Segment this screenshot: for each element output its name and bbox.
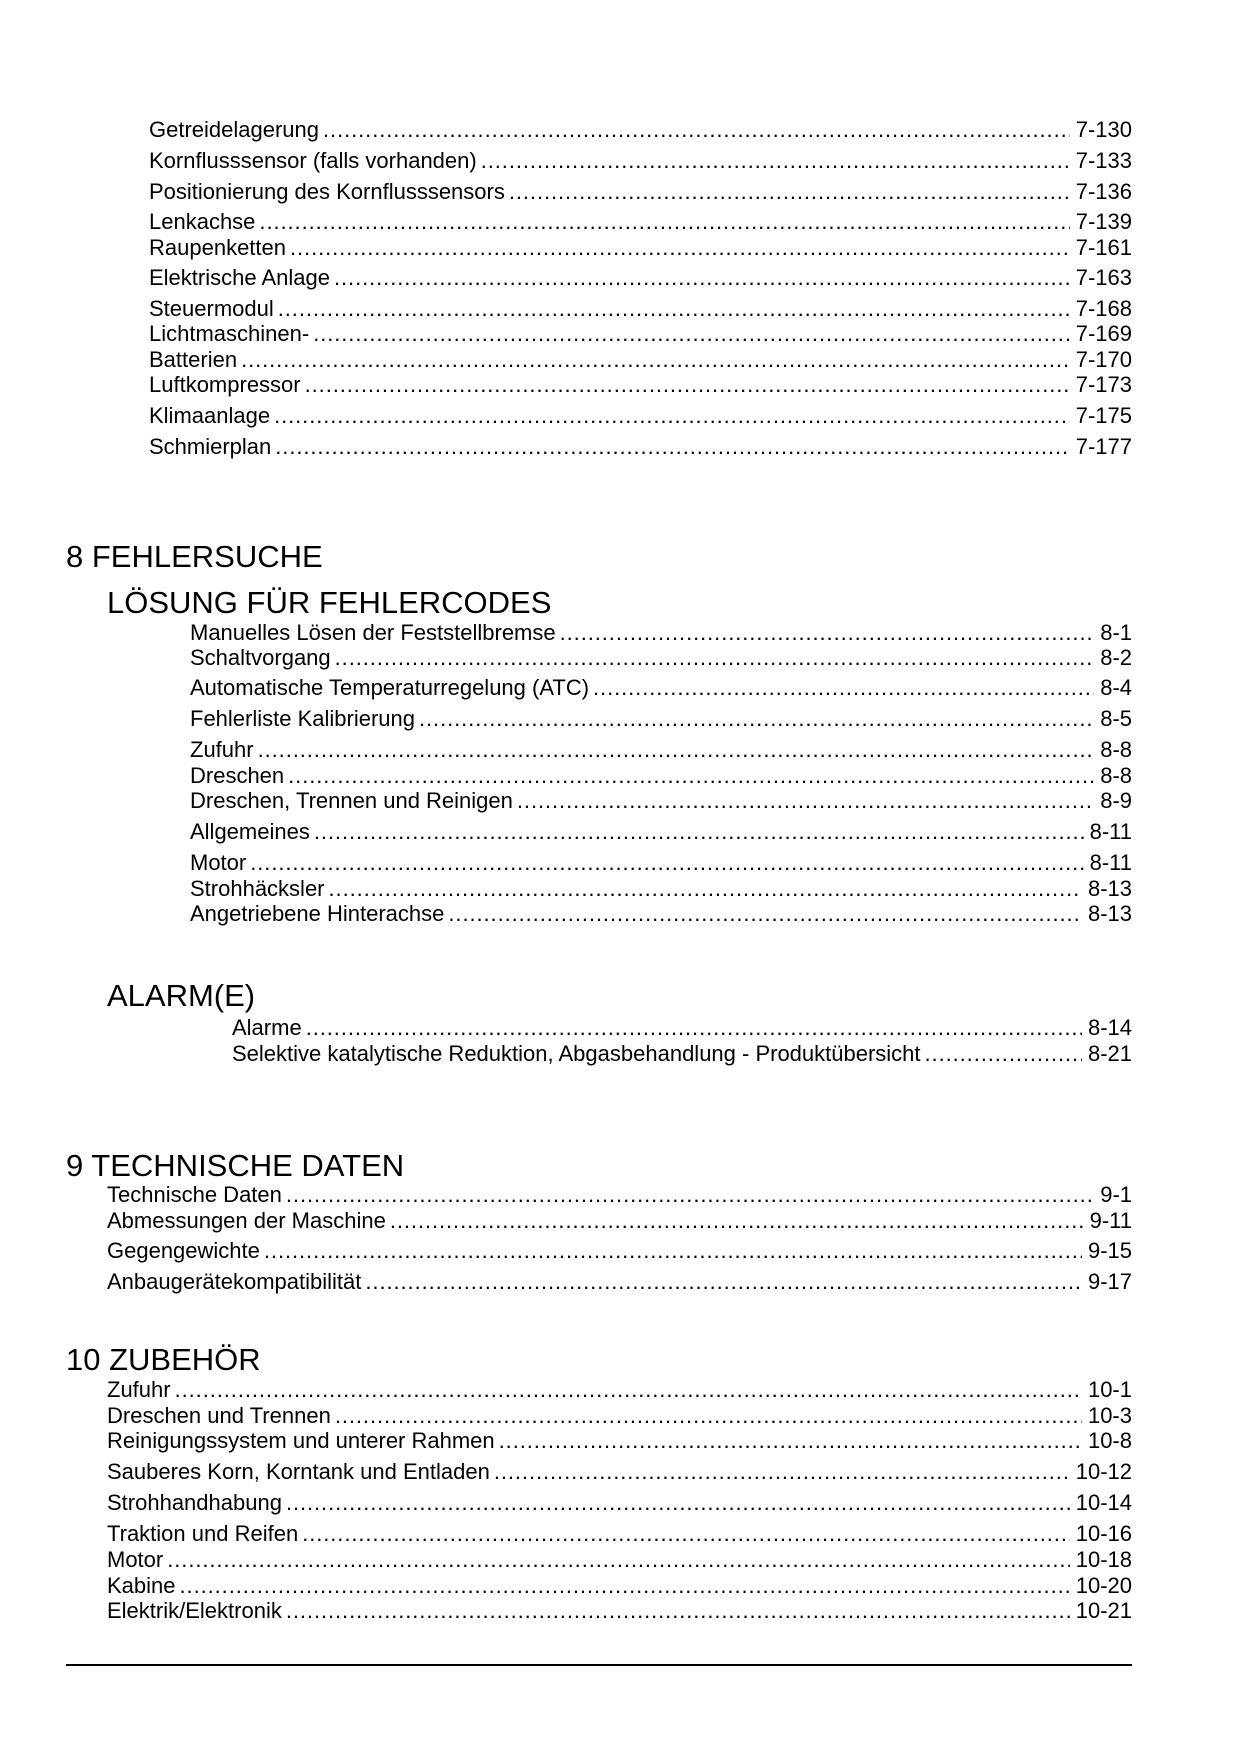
dot-leader <box>241 347 1070 373</box>
toc-entry[interactable] <box>149 434 1132 460</box>
toc-entry-page: 8-14 <box>1087 1015 1132 1040</box>
toc-entry[interactable] <box>149 321 1132 347</box>
toc-entry-label: Selektive katalytische Reduktion, Abgasbehandlung - Produktübersicht <box>232 1041 921 1066</box>
toc-entry-label: Dreschen, Trennen und Reinigen <box>190 788 513 813</box>
toc-entry[interactable] <box>190 706 1132 732</box>
dot-leader <box>593 675 1094 701</box>
toc-entry-label: Gegengewichte <box>107 1238 260 1263</box>
toc-entry-label: Elektrische Anlage <box>149 265 330 290</box>
toc-entry-page: 10-14 <box>1075 1490 1132 1515</box>
toc-entry[interactable] <box>190 675 1132 701</box>
toc-entry-label: Dreschen und Trennen <box>107 1403 331 1428</box>
toc-entry[interactable] <box>149 179 1132 205</box>
toc-entry-label: Lenkachse <box>149 209 256 234</box>
subchapter-heading[interactable]: LÖSUNG FÜR FEHLERCODES <box>107 585 552 620</box>
dot-leader <box>448 901 1082 927</box>
toc-entry-page: 7-168 <box>1075 296 1132 321</box>
toc-entry-label: Motor <box>107 1547 164 1572</box>
toc-entry-label: Traktion und Reifen <box>107 1521 299 1546</box>
toc-entry-label: Alarme <box>232 1015 302 1040</box>
toc-entry[interactable] <box>190 819 1132 845</box>
dot-leader <box>365 1269 1082 1295</box>
toc-entry-label: Strohhandhabung <box>107 1490 282 1515</box>
toc-entry-label: Reinigungssystem und unterer Rahmen <box>107 1428 495 1453</box>
dot-leader <box>494 1459 1070 1485</box>
toc-entry[interactable] <box>190 763 1132 789</box>
toc-entry-page: 9-17 <box>1087 1269 1132 1294</box>
toc-entry-page: 7-130 <box>1075 117 1132 142</box>
toc-entry-label: Luftkompressor <box>149 372 301 397</box>
toc-entry-label: Sauberes Korn, Korntank und Entladen <box>107 1459 490 1484</box>
dot-leader <box>274 403 1070 429</box>
toc-entry-page: 8-11 <box>1089 850 1132 875</box>
toc-entry-page: 10-1 <box>1087 1377 1132 1402</box>
dot-leader <box>390 1208 1084 1234</box>
dot-leader <box>286 1598 1070 1624</box>
dot-leader <box>175 1377 1082 1403</box>
toc-entry-page: 7-139 <box>1075 209 1132 234</box>
dot-leader <box>499 1428 1082 1454</box>
toc-entry-label: Technische Daten <box>107 1182 282 1207</box>
dot-leader <box>250 850 1083 876</box>
toc-entry-label: Manuelles Lösen der Feststellbremse <box>190 620 556 645</box>
toc-entry[interactable] <box>107 1573 1132 1599</box>
toc-entry[interactable] <box>107 1521 1132 1547</box>
subchapter-heading[interactable]: ALARM(E) <box>107 978 256 1013</box>
toc-entry-label: Positionierung des Kornflusssensors <box>149 179 505 204</box>
toc-entry-label: Fehlerliste Kalibrierung <box>190 706 415 731</box>
toc-entry-page: 8-21 <box>1087 1041 1132 1066</box>
toc-entry-page: 7-173 <box>1075 372 1132 397</box>
toc-entry-label: Schmierplan <box>149 434 272 459</box>
toc-entry[interactable] <box>190 876 1132 902</box>
dot-leader <box>509 179 1070 205</box>
toc-entry[interactable] <box>107 1182 1132 1208</box>
toc-entry-label: Getreidelagerung <box>149 117 320 142</box>
dot-leader <box>278 296 1070 322</box>
toc-entry-label: Dreschen <box>190 763 285 788</box>
toc-entry-page: 8-8 <box>1100 737 1132 762</box>
dot-leader <box>306 1015 1082 1041</box>
toc-entry-page: 7-136 <box>1075 179 1132 204</box>
toc-entry-label: Raupenketten <box>149 235 286 260</box>
toc-entry-page: 9-1 <box>1100 1182 1132 1207</box>
toc-entry[interactable] <box>149 372 1132 398</box>
dot-leader <box>305 372 1070 398</box>
dot-leader <box>329 876 1082 902</box>
toc-entry[interactable] <box>107 1377 1132 1403</box>
toc-entry[interactable] <box>232 1015 1132 1041</box>
toc-entry-page: 8-13 <box>1087 901 1132 926</box>
toc-entry-label: Kornflusssensor (falls vorhanden) <box>149 148 477 173</box>
toc-entry-label: Schaltvorgang <box>190 645 331 670</box>
toc-entry-label: Zufuhr <box>190 737 254 762</box>
toc-entry-page: 10-21 <box>1075 1598 1132 1623</box>
toc-entry-label: Zufuhr <box>107 1377 171 1402</box>
toc-entry[interactable] <box>149 403 1132 429</box>
toc-entry[interactable] <box>190 737 1132 763</box>
toc-entry-page: 10-16 <box>1075 1521 1132 1546</box>
toc-entry[interactable] <box>190 850 1132 876</box>
toc-entry-label: Abmessungen der Maschine <box>107 1208 386 1233</box>
footer-rule <box>66 1664 1132 1666</box>
toc-entry[interactable] <box>107 1459 1132 1485</box>
dot-leader <box>517 788 1094 814</box>
toc-entry-page: 8-9 <box>1100 788 1132 813</box>
dot-leader <box>335 1403 1082 1429</box>
toc-entry-page: 10-18 <box>1075 1547 1132 1572</box>
toc-entry[interactable] <box>190 620 1132 646</box>
toc-entry-page: 9-11 <box>1089 1208 1132 1233</box>
toc-entry-page: 7-175 <box>1075 403 1132 428</box>
toc-entry-label: Motor <box>190 850 247 875</box>
dot-leader <box>560 620 1095 646</box>
dot-leader <box>481 148 1070 174</box>
toc-entry[interactable] <box>107 1208 1132 1234</box>
chapter-heading[interactable]: 9 TECHNISCHE DATEN <box>66 1148 405 1183</box>
toc-entry-page: 10-12 <box>1075 1459 1132 1484</box>
dot-leader <box>286 1490 1070 1516</box>
toc-entry-label: Klimaanlage <box>149 403 271 428</box>
toc-entry-page: 8-11 <box>1089 819 1132 844</box>
toc-entry[interactable] <box>149 148 1132 174</box>
toc-entry-label: Elektrik/Elektronik <box>107 1598 282 1623</box>
dot-leader <box>313 321 1070 347</box>
toc-entry-page: 7-169 <box>1075 321 1132 346</box>
toc-entry-page: 7-163 <box>1075 265 1132 290</box>
toc-entry-page: 7-170 <box>1075 347 1132 372</box>
dot-leader <box>925 1041 1082 1067</box>
chapter-heading[interactable]: 8 FEHLERSUCHE <box>66 539 323 574</box>
toc-entry-page: 10-8 <box>1087 1428 1132 1453</box>
dot-leader <box>259 209 1069 235</box>
dot-leader <box>286 1182 1094 1208</box>
toc-entry-page: 8-4 <box>1100 675 1132 700</box>
toc-entry-label: Anbaugerätekompatibilität <box>107 1269 362 1294</box>
dot-leader <box>314 819 1084 845</box>
toc-entry[interactable] <box>107 1598 1132 1624</box>
dot-leader <box>335 645 1095 671</box>
toc-entry-page: 8-13 <box>1087 876 1132 901</box>
toc-entry[interactable] <box>149 347 1132 373</box>
toc-entry-page: 10-3 <box>1087 1403 1132 1428</box>
dot-leader <box>288 763 1094 789</box>
dot-leader <box>180 1573 1070 1599</box>
toc-entry-label: Angetriebene Hinterachse <box>190 901 445 926</box>
toc-entry[interactable] <box>190 788 1132 814</box>
toc-entry[interactable] <box>107 1428 1132 1454</box>
toc-entry-label: Lichtmaschinen- <box>149 321 310 346</box>
toc-entry-label: Strohhäcksler <box>190 876 325 901</box>
toc-entry[interactable] <box>107 1238 1132 1264</box>
toc-entry-page: 10-20 <box>1075 1573 1132 1598</box>
toc-entry-label: Automatische Temperaturregelung (ATC) <box>190 675 590 700</box>
toc-entry[interactable] <box>149 265 1132 291</box>
toc-entry-label: Allgemeines <box>190 819 310 844</box>
toc-entry-page: 7-177 <box>1075 434 1132 459</box>
toc-entry[interactable] <box>190 645 1132 671</box>
dot-leader <box>302 1521 1070 1547</box>
toc-entry[interactable] <box>107 1490 1132 1516</box>
toc-entry-page: 9-15 <box>1087 1238 1132 1263</box>
toc-entry-page: 8-2 <box>1100 645 1132 670</box>
chapter-heading[interactable]: 10 ZUBEHÖR <box>66 1342 261 1377</box>
toc-entry[interactable] <box>232 1041 1132 1067</box>
dot-leader <box>275 434 1069 460</box>
dot-leader <box>258 737 1095 763</box>
dot-leader <box>334 265 1070 291</box>
dot-leader <box>323 117 1070 143</box>
toc-entry[interactable] <box>107 1269 1132 1295</box>
toc-entry-page: 7-161 <box>1075 235 1132 260</box>
toc-entry[interactable] <box>149 209 1132 235</box>
dot-leader <box>264 1238 1082 1264</box>
dot-leader <box>167 1547 1069 1573</box>
toc-entry-page: 7-133 <box>1075 148 1132 173</box>
toc-entry-label: Batterien <box>149 347 238 372</box>
toc-entry-page: 8-1 <box>1100 620 1132 645</box>
toc-entry-page: 8-5 <box>1100 706 1132 731</box>
toc-entry-label: Steuermodul <box>149 296 274 321</box>
toc-entry-label: Kabine <box>107 1573 176 1598</box>
toc-entry[interactable] <box>149 117 1132 143</box>
dot-leader <box>290 235 1070 261</box>
dot-leader <box>419 706 1094 732</box>
toc-entry[interactable] <box>190 901 1132 927</box>
toc-entry[interactable] <box>107 1403 1132 1429</box>
toc-entry[interactable] <box>149 296 1132 322</box>
toc-entry-page: 8-8 <box>1100 763 1132 788</box>
toc-entry[interactable] <box>149 235 1132 261</box>
toc-entry[interactable] <box>107 1547 1132 1573</box>
